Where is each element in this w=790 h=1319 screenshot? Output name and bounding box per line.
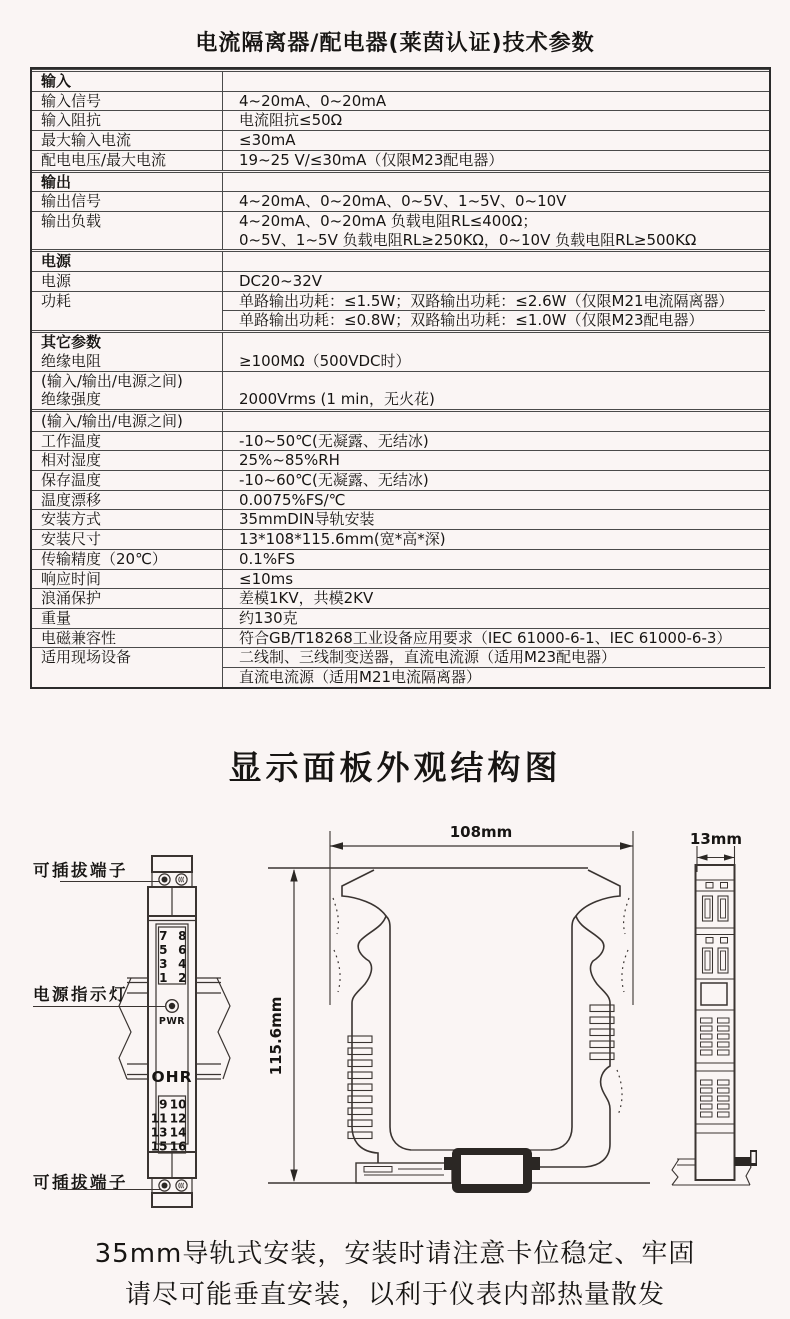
bottom-cap (152, 1193, 192, 1207)
bottom-screw-band (152, 1178, 192, 1193)
spec-value: 差模1KV，共模2KV (239, 589, 374, 608)
spec-label: 输出负载 (32, 212, 223, 249)
arrowhead-icon (697, 854, 708, 860)
spec-row (32, 490, 769, 510)
spec-row (32, 330, 769, 370)
right-clip-dotted (617, 1070, 622, 1115)
arrowhead-icon (724, 854, 735, 860)
terminal-number: 5 6 (159, 943, 187, 957)
rail-tab-notch (752, 1152, 756, 1163)
spec-row (32, 130, 769, 150)
spec-row (32, 529, 769, 549)
spec-label: 输出信号 (32, 192, 223, 211)
latch-nub-left (444, 1157, 453, 1170)
screw-slot-hatch (179, 1183, 184, 1188)
spec-value: 4~20mA、0~20mA (239, 91, 387, 110)
spec-value: 2000Vrms (1 min，无火花) (239, 390, 435, 409)
arrowhead-icon (290, 869, 297, 882)
spec-label: 保存温度 (32, 471, 223, 490)
spec-label: 传输精度（20℃） (32, 550, 223, 569)
label-pluggable-terminal-bottom: 可插拔端子 (33, 1173, 128, 1192)
screw-center (162, 877, 168, 883)
dimension-115mm: 115.6mm (267, 996, 285, 1076)
latch-nub-right (531, 1157, 540, 1170)
spec-row (32, 608, 769, 628)
spec-value: -10~60℃(无凝露、无结冰) (239, 471, 429, 490)
spec-label: 配电电压/最大电流 (32, 151, 223, 170)
spec-label: 浪涌保护 (32, 589, 223, 608)
profile-view (672, 830, 757, 1185)
terminal-number: 15 16 (150, 1139, 187, 1154)
spec-value: ≤30mA (239, 131, 296, 150)
spec-value: 4~20mA、0~20mA、0~5V、1~5V、0~10V (239, 192, 567, 211)
spec-value: 符合GB/T18268工业设备应用要求（IEC 61000-6-1、IEC 61000-6-3） (239, 628, 732, 647)
spec-value (223, 173, 769, 192)
spec-value: 0.1%FS (239, 549, 295, 568)
spec-label: 电源 (32, 252, 223, 271)
label-pluggable-terminal-top: 可插拔端子 (33, 861, 128, 880)
spec-row (32, 271, 769, 291)
spec-label: 安装方式 (32, 510, 223, 529)
dimension-13mm: 13mm (689, 830, 743, 848)
spec-value: 电流阻抗≤50Ω (239, 111, 343, 130)
spec-row (32, 628, 769, 648)
spec-row (32, 450, 769, 470)
spec-row (32, 371, 769, 409)
terminal-number: 13 14 (150, 1125, 187, 1140)
profile-vent-slots (696, 1018, 735, 1117)
spec-label: 适用现场设备 (32, 648, 223, 686)
spec-value: 13*108*115.6mm(宽*高*深) (239, 530, 446, 549)
spec-label: 最大输入电流 (32, 131, 223, 150)
spec-label: 温度漂移 (32, 491, 223, 510)
spec-label: 响应时间 (32, 570, 223, 589)
spec-value (223, 252, 769, 271)
spec-section-row (32, 249, 769, 271)
spec-row (32, 91, 769, 111)
spec-value: -10~50℃(无凝露、无结冰) (239, 431, 429, 450)
spec-label: 输入阻抗 (32, 111, 223, 130)
spec-label: 输出 (32, 173, 223, 192)
spec-row (32, 291, 769, 330)
arrowhead-icon (620, 842, 633, 850)
spec-row (32, 549, 769, 569)
spec-value: DC20~32V (239, 272, 323, 291)
top-terminal-numbers (159, 929, 186, 985)
spec-section-row (32, 170, 769, 192)
profile-details (696, 880, 735, 1133)
spec-row (32, 409, 769, 431)
terminal-number: 9 10 (159, 1097, 187, 1112)
spec-value: ≥100MΩ（500VDC时） (239, 351, 411, 370)
spec-value: 35mmDIN导轨安装 (239, 510, 375, 529)
spec-value: ≤10ms (239, 569, 294, 588)
mounting-note-line1: 35mm导轨式安装，安装时请注意卡位稳定、牢固 (94, 1239, 696, 1269)
mounting-note-line2: 请尽可能垂直安装，以利于仪表内部热量散发 (124, 1280, 665, 1310)
spec-value: 单路输出功耗：≤1.5W；双路输出功耗：≤2.6W（仅限M21电流隔离器） 单路输出功耗：≤0.8W；双路输出功耗：≤1.0W（仅限M23配电器） (223, 292, 769, 330)
spec-label: 输入 (32, 72, 223, 91)
spec-label: 重量 (32, 609, 223, 628)
top-screw-band (152, 872, 192, 887)
structure-diagram-title: 显示面板外观结构图 (228, 748, 562, 787)
spec-label: 功耗 (32, 292, 223, 330)
structure-diagram (0, 815, 790, 1225)
spec-label: 电磁兼容性 (32, 629, 223, 648)
mounting-note (0, 1234, 790, 1316)
spec-table (30, 67, 771, 689)
spec-row (32, 588, 769, 608)
spec-value: 19~25 V/≤30mA（仅限M23配电器） (239, 150, 504, 169)
spec-label: 工作温度 (32, 432, 223, 451)
terminal-number: 7 8 (159, 929, 187, 943)
spec-row (32, 509, 769, 529)
spec-label: 其它参数 绝缘电阻 (32, 333, 223, 370)
right-inner-face (551, 928, 572, 1150)
din-rail-lines (127, 978, 221, 1079)
spec-value: 25%~85%RH (239, 451, 340, 470)
extension-lines-108 (330, 831, 633, 1005)
spec-table-title: 电流隔离器/配电器(莱茵认证)技术参数 (195, 31, 595, 56)
spec-label: 安装尺寸 (32, 530, 223, 549)
clip-profile-left (333, 870, 390, 1003)
clip-profile-right (572, 870, 629, 1003)
screw-slot-hatch (179, 877, 184, 882)
spec-label: 相对湿度 (32, 451, 223, 470)
spec-row (32, 150, 769, 170)
spec-label: (输入/输出/电源之间) (32, 412, 223, 431)
spec-value: 0.0075%FS/℃ (239, 490, 346, 509)
terminal-number: 1 2 (159, 971, 187, 985)
spec-row (32, 647, 769, 686)
spec-value: 约130克 (239, 608, 298, 627)
side-view (267, 823, 650, 1193)
left-inner-face (390, 928, 411, 1150)
power-led-center (169, 1003, 175, 1009)
front-view (33, 856, 230, 1207)
dimension-108mm: 108mm (449, 823, 513, 841)
spec-value: 4~20mA、0~20mA 负载电阻RL≤400Ω； 0~5V、1~5V 负载电阻RL≥250KΩ，0~10V 负载电阻RL≥500KΩ (239, 211, 697, 249)
spec-row (32, 470, 769, 490)
arrowhead-icon (290, 1170, 297, 1183)
spec-label: 输入信号 (32, 92, 223, 111)
spec-row (32, 191, 769, 211)
top-cap (152, 856, 192, 872)
plate-slot (364, 1167, 392, 1173)
screw-icon (176, 874, 187, 885)
spec-label: 电源 (32, 272, 223, 291)
spec-value (223, 72, 769, 91)
spec-row (32, 569, 769, 589)
pwr-label: PWR (158, 1016, 186, 1027)
screw-icon (176, 1180, 187, 1191)
arrowhead-icon (330, 842, 343, 850)
spec-row (32, 211, 769, 249)
terminal-number: 3 4 (159, 957, 187, 971)
spec-value (223, 412, 769, 431)
spec-label: (输入/输出/电源之间) 绝缘强度 (32, 372, 223, 409)
terminal-number: 11 12 (150, 1111, 187, 1126)
screw-center (162, 1183, 168, 1189)
spec-section-row (32, 69, 769, 91)
spec-row (32, 110, 769, 130)
spec-value: 二线制、三线制变送器，直流电流源（适用M23配电器） 直流电流源（适用M21电流隔离器） (223, 648, 769, 686)
right-outer-edge (539, 1003, 610, 1167)
label-power-indicator: 电源指示灯 (33, 985, 128, 1004)
brand-logo: OHR (151, 1068, 193, 1086)
rail-latch-window (461, 1155, 523, 1184)
spec-row (32, 431, 769, 451)
